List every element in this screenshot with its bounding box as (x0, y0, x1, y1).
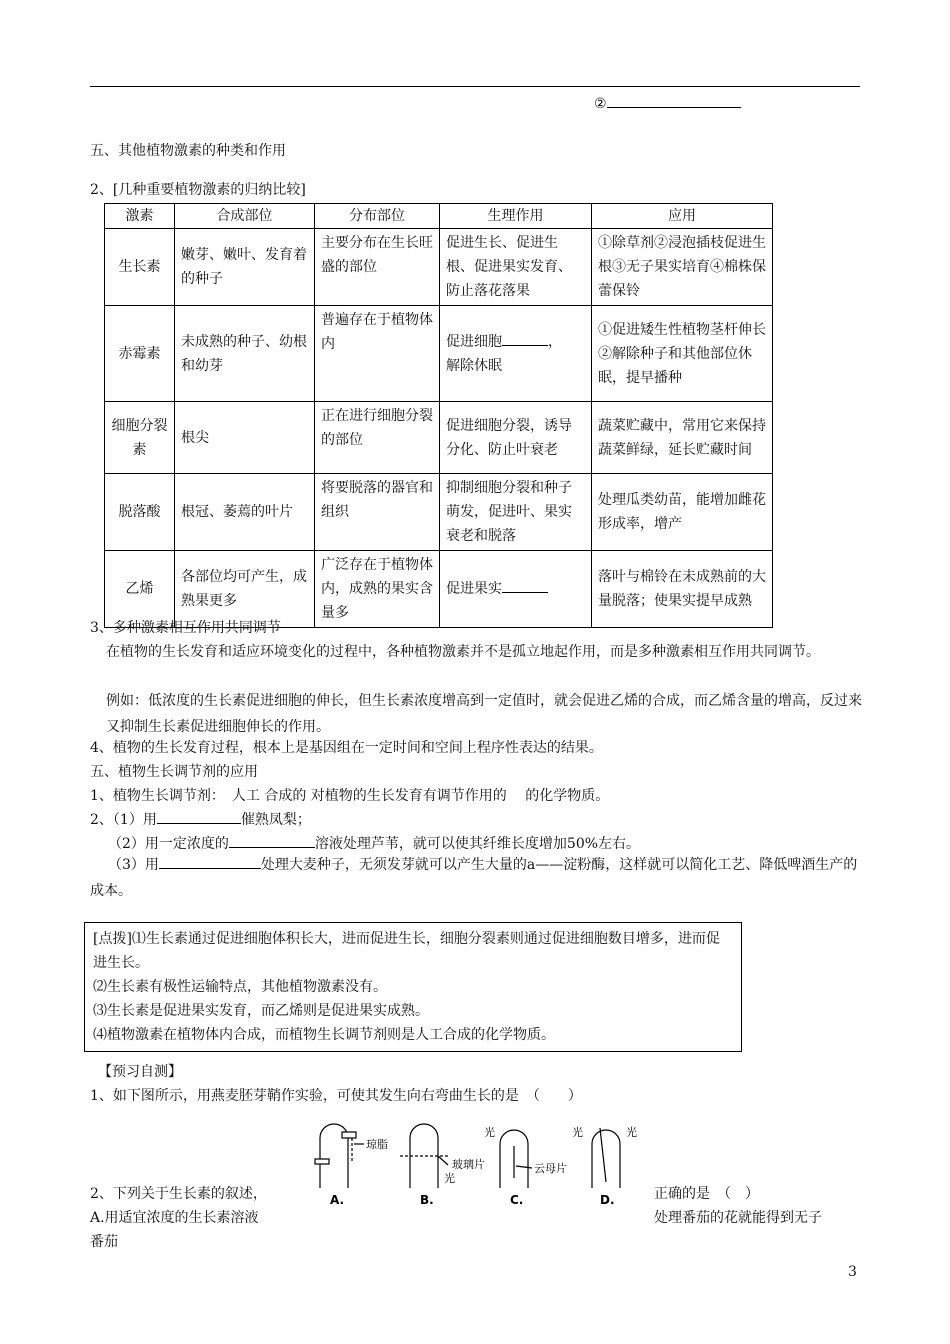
section-title-regulators: 五、植物生长调节剂的应用 (90, 764, 258, 780)
table-row (105, 402, 773, 474)
tip-line: ⑷植物激素在植物体内合成，而植物生长调节剂则是人工合成的化学物质。 (93, 1027, 555, 1043)
application: 处理瓜类幼苗，能增加雌花形成率，增产 (592, 474, 773, 551)
application: ①促进矮生性植物茎杆伸长②解除种子和其他部位休眠，提早播种 (592, 306, 773, 402)
label-d: D. (600, 1193, 615, 1207)
regulator-definition: 1、植物生长调节剂： 人工 合成的 对植物的生长发育有调节作用的 的化学物质。 (90, 788, 610, 804)
function: 促进细胞分裂，诱导分化、防止叶衰老 (440, 402, 592, 474)
hormone-name: 乙烯 (105, 551, 175, 628)
synthesis-site: 嫩芽、嫩叶、发育着的种子 (175, 229, 315, 306)
tip-line: ⑵生长素有极性运输特点，其他植物激素没有。 (93, 979, 387, 995)
header-application: 应用 (592, 204, 773, 229)
question-1: 1、如下图所示，用燕麦胚芽鞘作实验，可使其发生向右弯曲生长的是 （ ） (90, 1088, 582, 1104)
answer-blank (502, 592, 548, 593)
synthesis-site: 根冠、萎蔫的叶片 (175, 474, 315, 551)
function: 促进生长、促进生根、促进果实发育、防止落花落果 (440, 229, 592, 306)
item3-paragraph-2: 例如：低浓度的生长素促进细胞的伸长，但生长素浓度增高到一定值时，就会促进乙烯的合成，而乙烯含量的增高，反过来又抑制生长素促进细胞伸长的作用。 (106, 693, 862, 735)
label-light-c: 光 (484, 1126, 495, 1139)
label-light-d-right: 光 (626, 1126, 637, 1139)
application: 蔬菜贮藏中，常用它来保持蔬菜鲜绿，延长贮藏时间 (592, 402, 773, 474)
table-row (105, 551, 773, 628)
answer-blank (502, 345, 548, 346)
regulator-item-2: （2）用一定浓度的 溶液处理芦苇，就可以使其纤维长度增加50%左右。 (108, 836, 641, 852)
option-a-continued: 番茄 (90, 1234, 118, 1250)
page-number: 3 (848, 1264, 857, 1280)
table-row (105, 229, 773, 306)
agar-block-a-top (342, 1132, 356, 1138)
label-light-d-left: 光 (572, 1126, 583, 1139)
application: ①除草剂②浸泡插枝促进生根③无子果实培育④棉株保蕾保铃 (592, 229, 773, 306)
label-b: B. (420, 1193, 434, 1207)
answer-blank (607, 107, 741, 108)
hormone-name: 赤霉素 (105, 306, 175, 402)
application: 落叶与棉铃在未成熟前的大量脱落；使果实提早成熟 (592, 551, 773, 628)
distribution: 将要脱落的器官和组织 (315, 474, 440, 551)
hormone-name: 细胞分裂素 (105, 402, 175, 474)
table-caption: 2、[几种重要植物激素的归纳比较] (90, 182, 306, 198)
coleoptile-b (410, 1124, 438, 1188)
distribution: 普遍存在于植物体内 (315, 306, 440, 402)
answer-blank (159, 868, 261, 869)
function: 促进细胞 ， 解除休眠 (440, 306, 592, 402)
circle-number: ② (594, 96, 607, 112)
synthesis-site: 未成熟的种子、幼根和幼芽 (175, 306, 315, 402)
header-distribution: 分布部位 (315, 204, 440, 229)
header-rule (90, 86, 860, 87)
item4-text: 4、植物的生长发育过程，根本上是基因组在一定时间和空间上程序性表达的结果。 (90, 740, 603, 756)
header-function: 生理作用 (440, 204, 592, 229)
answer-blank (229, 847, 315, 848)
question-2-right: 正确的是 （ ） (654, 1186, 759, 1202)
table-row (105, 306, 773, 402)
section-title-other-hormones: 五、其他植物激素的种类和作用 (90, 143, 286, 159)
item3-paragraph-1: 在植物的生长发育和适应环境变化的过程中，各种植物激素并不是孤立地起作用，而是多种激素相互作用共同调节。 (106, 644, 820, 660)
answer-line-2 (594, 94, 741, 114)
option-a-right: 处理番茄的花就能得到无子 (654, 1210, 822, 1226)
tip-line: [点拨]⑴生长素通过促进细胞体积长大，进而促进生长，细胞分裂素则通过促进细胞数目增多，进而促进生长。 (93, 931, 720, 971)
synthesis-site: 各部位均可产生，成熟果更多 (175, 551, 315, 628)
hormone-name: 脱落酸 (105, 474, 175, 551)
tip-line: ⑶生长素是促进果实发育，而乙烯则是促进果实成熟。 (93, 1003, 429, 1019)
regulator-item-3: （3）用 处理大麦种子，无须发芽就可以产生大量的a——淀粉酶，这样就可以简化工艺、降低啤酒生产的成本。 (90, 857, 858, 899)
tip-box (84, 922, 742, 1052)
distribution: 主要分布在生长旺盛的部位 (315, 229, 440, 306)
label-mica: 云母片 (534, 1162, 567, 1175)
label-c: C. (510, 1193, 524, 1207)
label-a: A. (330, 1193, 345, 1207)
distribution: 广泛存在于植物体内，成熟的果实含量多 (315, 551, 440, 628)
pretest-title: 【预习自测】 (98, 1064, 182, 1080)
question-2-left: 2、下列关于生长素的叙述， (90, 1186, 267, 1202)
hormone-name: 生长素 (105, 229, 175, 306)
table-row (105, 474, 773, 551)
item3-title: 3、多种激素相互作用共同调节 (90, 620, 281, 636)
mica-sheet-d (600, 1128, 606, 1182)
header-synthesis-site: 合成部位 (175, 204, 315, 229)
coleoptile-experiment-figure (300, 1118, 650, 1218)
table-header-row (105, 204, 773, 229)
label-light-b: 光 (444, 1172, 455, 1185)
answer-blank (157, 823, 241, 824)
option-a-left: A.用适宜浓度的生长素溶液 (90, 1210, 259, 1226)
label-glass: 玻璃片 (452, 1158, 485, 1171)
distribution: 正在进行细胞分裂的部位 (315, 402, 440, 474)
label-agar: 琼脂 (366, 1138, 388, 1151)
agar-block-a-side (315, 1159, 329, 1164)
function: 抑制细胞分裂和种子萌发，促进叶、果实衰老和脱落 (440, 474, 592, 551)
synthesis-site: 根尖 (175, 402, 315, 474)
function: 促进果实 (440, 551, 592, 628)
regulator-item-1: 2、（1）用 催熟凤梨； (90, 812, 311, 828)
hormone-comparison-table (104, 203, 773, 628)
header-hormone: 激素 (105, 204, 175, 229)
